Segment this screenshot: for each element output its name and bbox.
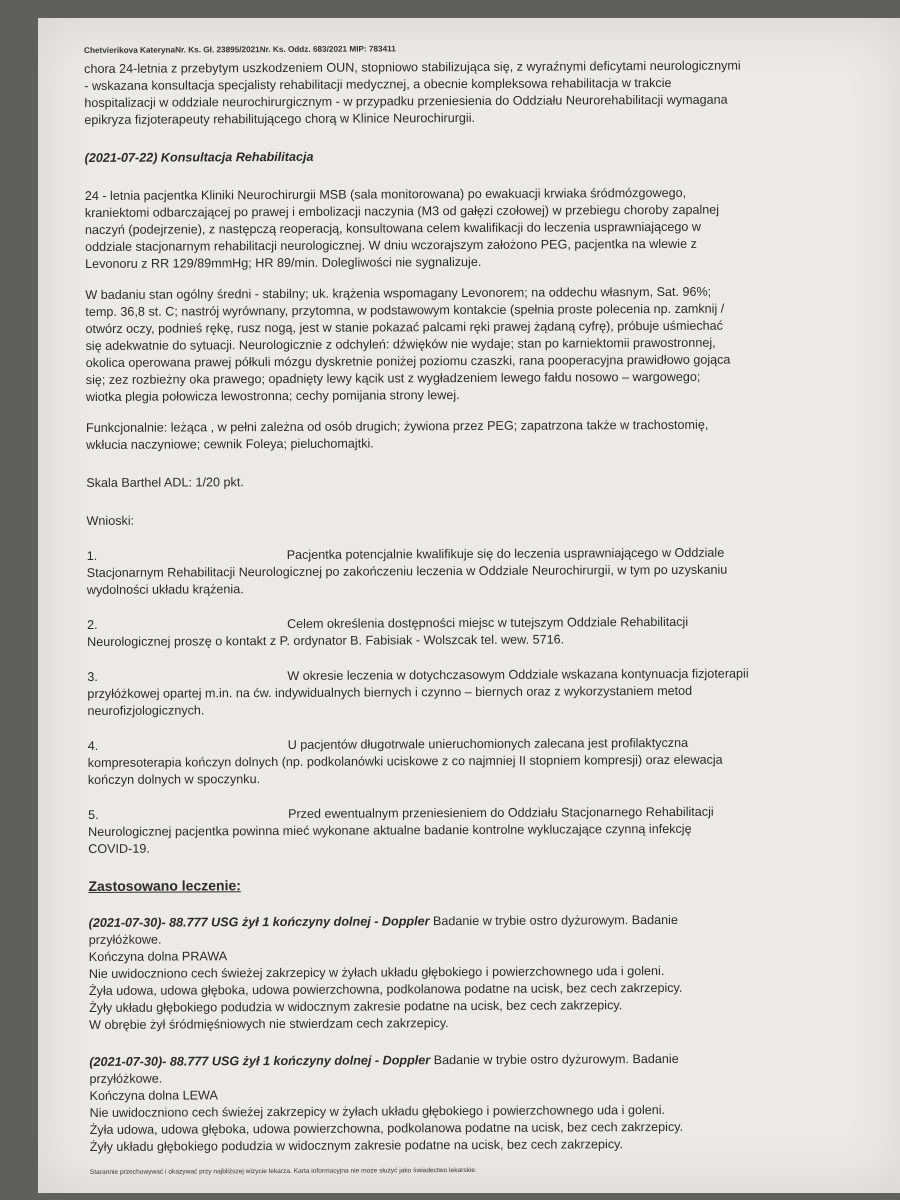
item-text: U pacjentów długotrwale unieruchomionych zalecana jest profilaktyczna: [287, 735, 689, 752]
exam-title: (2021-07-30)- 88.777 USG żył 1 kończyny dolnej - Doppler: [89, 1053, 431, 1069]
conclusions-heading: Wnioski:: [86, 513, 135, 528]
text-line: się; zez rozbieżny oka prawego; opadnięty lewy kącik ust z wygładzeniem lewego fałdu nosowo – wargowego;: [85, 369, 701, 387]
text-line: wiotka plegia połowicza lewostronna; cechy pomijania strony lewej.: [85, 388, 460, 404]
list-item: [87, 665, 827, 720]
text-line: wkłucia naczyniowe; cewnik Foleya; pieluchomajtki.: [86, 436, 374, 452]
list-item: [87, 544, 827, 599]
item-text: Stacjonarnym Rehabilitacji Neurologicznej po zakończeniu leczenia w Oddziale Neurochirurgii, w tym po uzyskaniu: [86, 562, 728, 580]
text-line: kraniektomi odbarczającej po prawej i embolizacji naczynia (M3 od gałęzi czołowej) w przebiegu choroby zapalnej: [84, 202, 720, 220]
text-line: oddziale stacjonarnym rehabilitacji neurologicznej. W dniu wczorajszym założono PEG, pacjentka na wlewie z: [85, 236, 697, 254]
item-text: Neurologicznej pacjentka powinna mieć wykonane aktualne badanie kontrolne wykluczające czynną infekcję: [88, 821, 692, 839]
text-line: okolica operowana prawej półkuli mózgu dyskretnie poniżej poziomu czaszki, rana pooperacyjna prawidłowo gojąca: [85, 352, 731, 370]
exam-line: W obrębie żył śródmięśniowych nie stwierdzam cech zakrzepicy.: [89, 1016, 449, 1032]
exam-line: Nie uwidoczniono cech świeżej zakrzepicy w żyłach układu głębokiego i powierzchownego uda i goleni.: [89, 1102, 666, 1120]
treatment-heading: Zastosowano leczenie:: [88, 877, 241, 894]
document-page: [38, 18, 900, 1193]
item-text: kompresoterapia kończyn dolnych (np. podkolanówki uciskowe z co najmniej II stopniem kompresji) oraz elewacja: [87, 752, 723, 770]
item-number: 5.: [88, 807, 99, 822]
exam-line: Żyła udowa, udowa głęboka, udowa powierzchowna, podkolanowa podatne na ucisk, bez cech zakrzepicy.: [89, 1119, 684, 1137]
exam-mode: Badanie w trybie ostro dyżurowym. Badanie: [430, 1051, 679, 1068]
item-text: Celem określenia dostępności miejsc w tutejszym Oddziale Rehabilitacji: [287, 614, 689, 631]
item-text: W okresie leczenia w dotychczasowym Oddziale wskazana kontynuacja fizjoterapii: [287, 666, 749, 683]
text-line: się adekwatnie do sytuacji. Neurologicznie z odchyleń: dźwięków nie wydaje; stan po karniektomii prawostronnej,: [85, 335, 716, 353]
exam-line: przyłóżkowe.: [88, 932, 162, 947]
examination-paragraph: [85, 283, 826, 406]
exam-line: Nie uwidoczniono cech świeżej zakrzepicy w żyłach układu głębokiego i powierzchownego uda i goleni.: [88, 963, 665, 981]
item-text: wydolności układu krążenia.: [86, 582, 244, 597]
exam-line: Kończyna dolna LEWA: [89, 1088, 218, 1103]
intro-line: chora 24-letnia z przebytym uszkodzeniem OUN, stopniowo stabilizująca się, z wyraźnymi deficytami neurologicznymi: [84, 58, 741, 76]
exam-line: przyłóżkowe.: [89, 1071, 163, 1086]
item-text: COVID-19.: [88, 841, 150, 856]
exam-line: Żyła udowa, udowa głęboka, udowa powierzchowna, podkolanowa podatne na ucisk, bez cech zakrzepicy.: [88, 980, 683, 998]
exam-title: (2021-07-30)- 88.777 USG żył 1 kończyny dolnej - Doppler: [88, 914, 430, 930]
intro-line: - wskazana konsultacja specjalisty rehabilitacji medycznej, a obecnie kompleksowa rehabilitacja w trakcie: [84, 75, 672, 93]
exam-entry: [89, 911, 830, 1034]
intro-text: [84, 57, 824, 129]
list-item: [87, 613, 827, 651]
text-line: Funkcjonalnie: leżąca , w pełni zależna od osób drugich; żywiona przez PEG; zapatrzona także w trachostomię,: [85, 417, 709, 435]
text-line: 24 - letnia pacjentka Kliniki Neurochirurgii MSB (sala monitorowana) po ewakuacji krwiaka śródmózgowego,: [84, 185, 687, 203]
intro-line: hospitalizacji w oddziale neurochirurgicznym - w przypadku przeniesienia do Oddziału Neurorehabilitacji wymagana: [84, 92, 728, 110]
consultation-paragraph: [85, 184, 825, 273]
consultation-title: (2021-07-22) Konsultacja Rehabilitacja: [84, 149, 314, 165]
text-line: naczyń (podejrzenie), z następczą reoperacją, konsultowana celem kwalifikacji do leczenia usprawniającego w: [84, 219, 702, 237]
item-number: 4.: [87, 738, 99, 753]
item-text: neurofizjologicznych.: [87, 703, 205, 718]
item-text: Przed ewentualnym przeniesieniem do Oddziału Stacjonarnego Rehabilitacji: [288, 804, 714, 821]
exam-line: Kończyna dolna PRAWA: [88, 949, 228, 964]
text-line: otwórz oczy, podnieś rękę, rusz nogą, jest w stanie pokazać palcami ręki prawej żądaną cyfrę), próbuje uśmiechać: [85, 318, 723, 336]
exam-mode: Badanie w trybie ostro dyżurowym. Badanie: [429, 912, 679, 929]
item-number: 1.: [86, 548, 98, 563]
functional-paragraph: [86, 416, 826, 454]
conclusions-list: [87, 544, 829, 858]
text-line: W badaniu stan ogólny średni - stabilny; uk. krążenia wspomagany Levonorem; na oddechu własnym, Sat. 96%;: [85, 284, 712, 302]
exam-line: Żyły układu głębokiego podudzia w widocznym zakresie podatne na ucisk, bez cech zakrzepicy.: [89, 998, 623, 1015]
item-text: Neurologicznej proszę o kontakt z P. ordynator B. Fabisiak - Wolszcak tel. wew. 5716.: [87, 632, 565, 649]
item-number: 3.: [87, 669, 98, 684]
list-item: [88, 803, 828, 858]
intro-line: epikryza fizjoterapeuty rehabilitującego chorą w Klinice Neurochirurgii.: [84, 110, 476, 127]
item-number: 2.: [87, 617, 98, 632]
barthel-score: Skala Barthel ADL: 1/20 pkt.: [86, 475, 244, 490]
item-text: Pacjentka potencjalnie kwalifikuje się do leczenia usprawniającego w Oddziale: [286, 545, 725, 562]
list-item: [88, 734, 828, 789]
text-line: temp. 36,8 st. C; nastrój wyrównany, przytomna, w podstawowym kontakcie (spełnia proste polecenia np. zamknij /: [85, 301, 725, 319]
item-text: kończyn dolnych w spoczynku.: [87, 772, 261, 787]
text-line: Levonoru z RR 129/89mmHg; HR 89/min. Dolegliwości nie sygnalizuje.: [85, 254, 482, 271]
footer-note: Starannie przechowywać i okazywać przy najbliższej wizycie lekarza. Karta informacyjna nie może służyć jako świadectwo lekarskie.: [89, 1166, 477, 1176]
item-text: przyłóżkowej opartej m.in. na ćw. indywidualnych biernych i czynno – biernych oraz z wykorzystaniem metod: [87, 683, 693, 701]
exam-line: Żyły układu głębokiego podudzia w widocznym zakresie podatne na ucisk, bez cech zakrzepicy.: [89, 1137, 624, 1154]
document-content: [84, 38, 830, 1181]
patient-header: Chetvierikova KaterynaNr. Ks. Gł. 23895/2021Nr. Ks. Oddz. 683/2021 MIP: 783411: [84, 44, 396, 55]
exam-entry: [89, 1050, 830, 1156]
